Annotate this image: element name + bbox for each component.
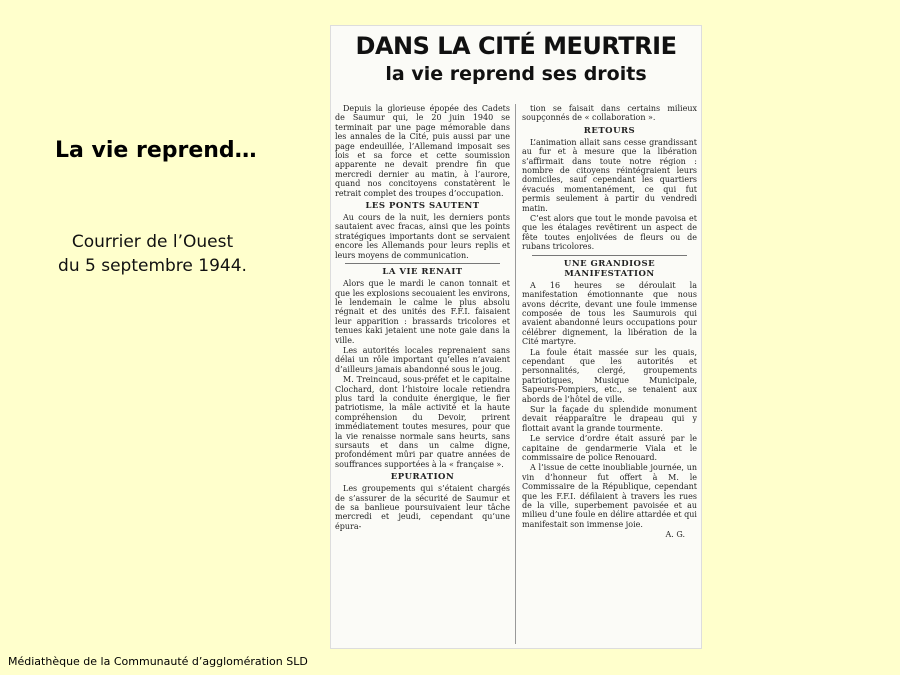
article-subheadline: la vie reprend ses droits xyxy=(385,63,647,85)
article-paragraph: tion se faisait dans certains milieux soupçonnés de « collaboration ». xyxy=(522,104,697,123)
article-paragraph: Les groupements qui s’étaient chargés de s’assurer de la sécurité de Saumur et de sa banlieue poursuivaient leur tâche mercredi et jeudi, cependant qu’une épura- xyxy=(335,484,510,531)
article-section-heading: UNE GRANDIOSE MANIFESTATION xyxy=(563,258,656,279)
article-paragraph: Au cours de la nuit, les derniers ponts sautaient avec fracas, ainsi que les points stratégiques importants dont se servaient encore les Allemands pour leurs replis et leurs moyens de communication. xyxy=(335,213,510,260)
article-section-heading: EPURATION xyxy=(390,472,455,483)
article-paragraph: A l’issue de cette inoubliable journée, un vin d’honneur fut offert à M. le Commissaire de la République, cependant que les F.F.I. défilaient à travers les rues de la ville, superbement pavoisée et au milieu d’une foule en délire attardée et qui manifestait son immense joie. xyxy=(522,463,697,529)
article-section-heading: LES PONTS SAUTENT xyxy=(365,201,480,212)
article-paragraph: L’animation allait sans cesse grandissant au fur et à mesure que la libération s’affirmait dans toute notre région : nombre de citoyens réintégraient leurs domiciles, sauf cependant les quartiers évacués momentanément, ce qui fut permis seulement à partir du vendredi matin. xyxy=(522,137,697,213)
article-paragraph: M. Treincaud, sous-préfet et le capitaine Clochard, dont l’histoire locale retiendra plus tard la conduite énergique, le fier patriotisme, la mâle activité et la haute compréhension du Devoir, prirent immédiatement toutes mesures, pour que la vie renaisse normale sans heurts, sans sursauts et dans un calme digne, profondément mûri par quatre années de souffrances supportées à la « française ». xyxy=(335,375,510,469)
article-paragraph: Les autorités locales reprenaient sans délai un rôle important qu’elles n’avaient d’ailleurs jamais abandonné sous le joug. xyxy=(335,345,510,374)
newspaper-clipping xyxy=(331,26,701,648)
subtitle-line-1: Courrier de l’Ouest xyxy=(71,232,234,252)
article-section-heading: RETOURS xyxy=(583,125,636,136)
article-section-heading: LA VIE RENAIT xyxy=(382,267,463,278)
article-paragraph: Depuis la glorieuse épopée des Cadets de Saumur qui, le 20 juin 1940 se terminait par une page mémorable dans les annales de la Cité, puis aussi par une page endeuillée, l’Allemand imposait ses lois et sa force et cette soumission apparente ne devait prendre fin que mercredi dernier au matin, à l’aurore, quand nos concitoyens constatèrent le retrait complet des troupes d’occupation. xyxy=(335,104,510,198)
source-credit: Médiathèque de la Communauté d’agglomération SLD xyxy=(8,655,308,668)
article-paragraph: Le service d’ordre était assuré par le capitaine de gendarmerie Viala et le commissaire de police Renouard. xyxy=(522,434,697,462)
article-right-column xyxy=(522,104,697,644)
article-paragraph: C’est alors que tout le monde pavoisa et que les étalages revêtirent un aspect de fête toutes enjolivées de fleurs ou de rubans tricolores. xyxy=(522,214,697,252)
article-headline: DANS LA CITÉ MEURTRIE xyxy=(355,32,677,60)
article-paragraph: A 16 heures se déroulait la manifestation émotionnante que nous avons décrite, devant une foule immense composée de tous les Saumurois qui avaient abandonné leurs occupations pour célébrer dignement, la libération de la Cité martyre. xyxy=(522,280,697,347)
article-paragraph: La foule était massée sur les quais, cependant que les autorités et personnalités, clergé, groupements patriotiques, Musique Municipale, Sapeurs-Pompiers, etc., se tenaient aux abords de l’hôtel de ville. xyxy=(522,347,697,404)
column-divider xyxy=(532,255,687,256)
slide-subtitle xyxy=(40,230,265,278)
subtitle-line-2: du 5 septembre 1944. xyxy=(58,256,247,276)
column-divider xyxy=(345,263,500,264)
article-columns xyxy=(335,104,697,644)
slide-title: La vie reprend… xyxy=(55,138,257,163)
article-paragraph: Alors que le mardi le canon tonnait et que les explosions secouaient les environs, le lendemain le calme le plus absolu régnait et des unités des F.F.I. faisaient leur apparition : brassards tricolores et tenues kaki jetaient une note gaie dans la ville. xyxy=(335,279,510,345)
article-signature: A. G. xyxy=(665,530,685,540)
article-paragraph: Sur la façade du splendide monument devait réapparaître le drapeau qui y flottait avant la grande tourmente. xyxy=(522,404,697,433)
article-left-column xyxy=(335,104,516,644)
